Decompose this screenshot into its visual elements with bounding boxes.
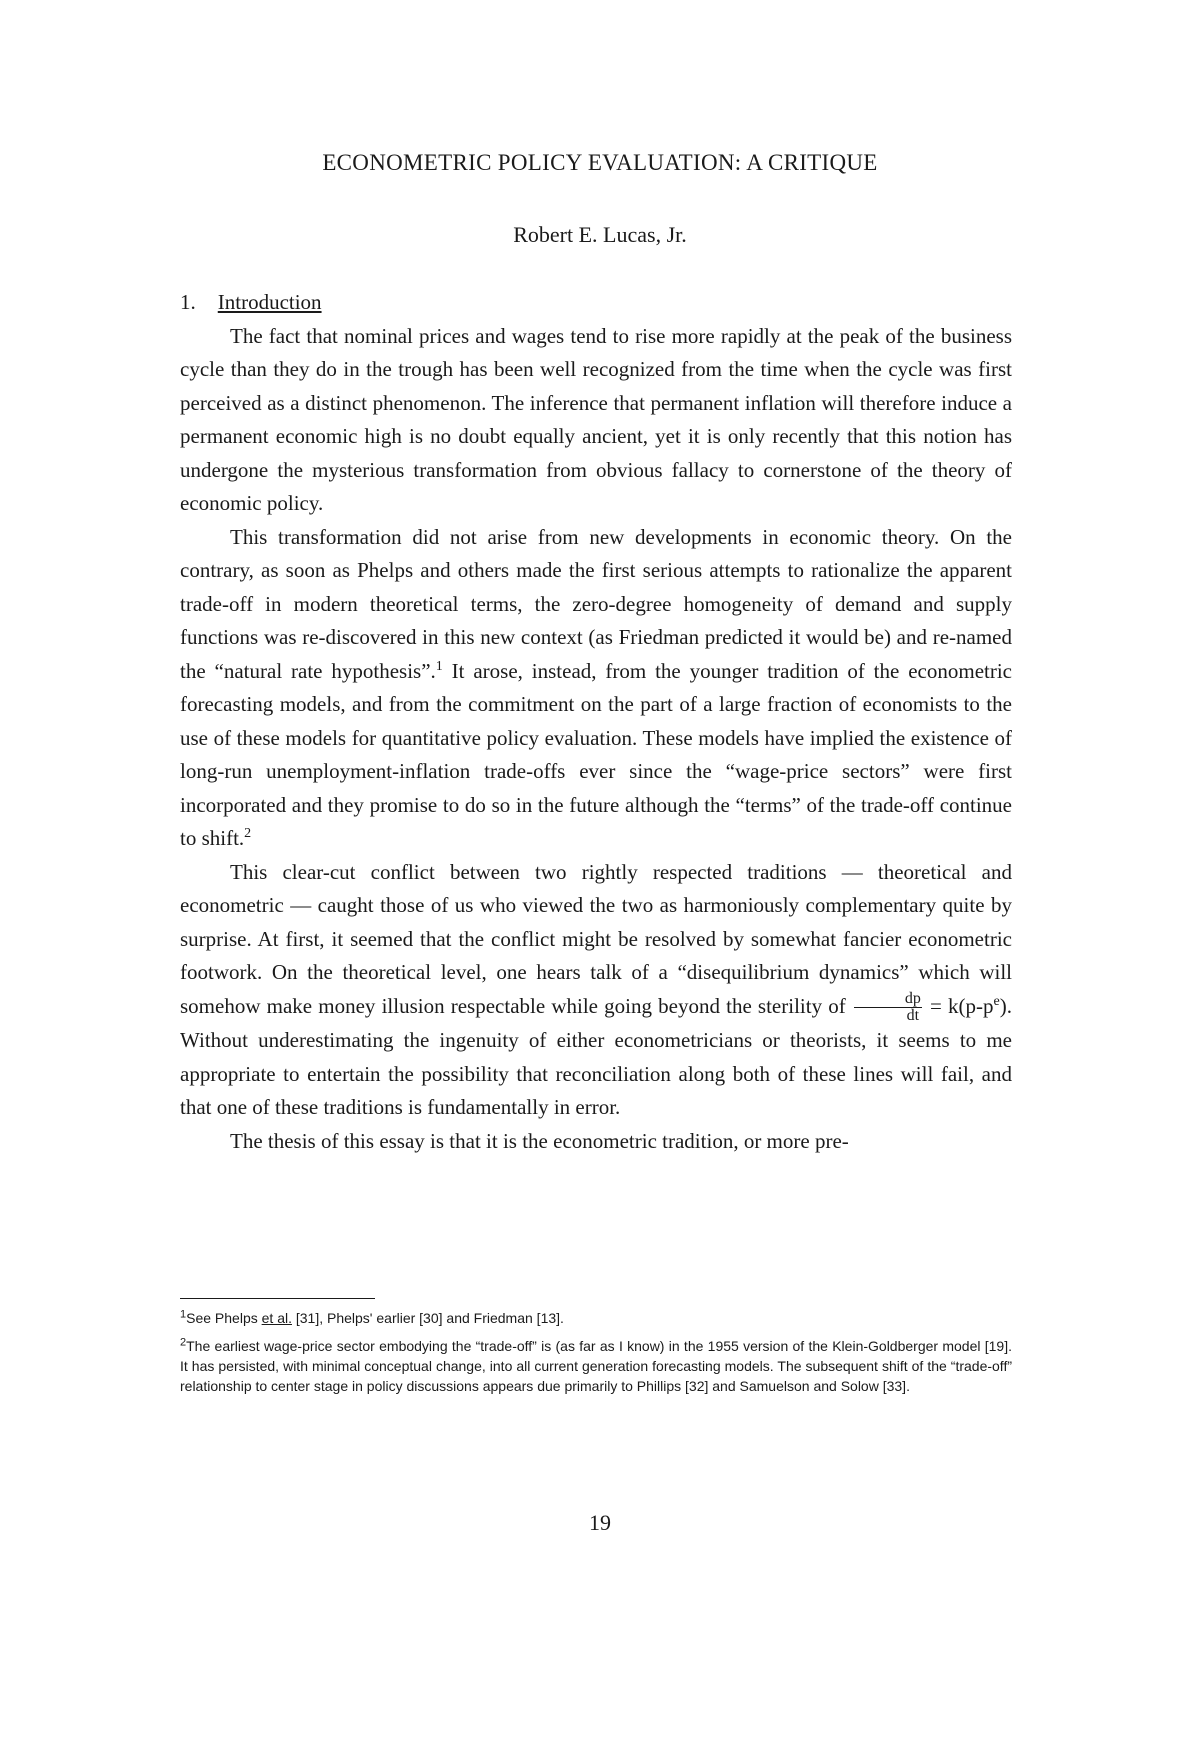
fraction-denominator: dt <box>906 1007 920 1025</box>
section-number: 1. <box>180 290 196 314</box>
equation-rhs: = k(p-p <box>923 993 994 1018</box>
equation-superscript: e <box>993 993 1000 1009</box>
footnote-ref-2: 2 <box>244 826 252 841</box>
derivative-fraction <box>854 991 922 1024</box>
footnote-1-mark: 1 <box>180 1308 187 1321</box>
paper-title: ECONOMETRIC POLICY EVALUATION: A CRITIQUE <box>322 150 878 175</box>
paragraph-1: The fact that nominal prices and wages tend to rise more rapidly at the peak of the business cycle than they do in the trough has been well recognized from the time when the cycle was first perceived as a distinct phenomenon. The inference that permanent inflation will therefore induce a permanent economic high is no doubt equally ancient, yet it is only recently that this notion has undergone the mysterious transformation from obvious fallacy to cornerstone of the theory of economic policy. <box>180 323 1012 515</box>
footnote-2-text: The earliest wage-price sector embodying the “trade-off” is (as far as I know) in the 1955 version of the Klein-Goldberger model [19]. It has persisted, with minimal conceptual change, into all current generation forecasting models. The subsequent shift of the “trade-off” relationship to center stage in policy discussions appears due primarily to Phillips [32] and Samuelson and Solow [33]. <box>180 1338 1012 1394</box>
equation-close: ). <box>999 993 1012 1018</box>
section-title: Introduction <box>217 290 322 314</box>
body-text <box>180 286 1012 1158</box>
section-heading <box>180 286 1012 320</box>
footnote-divider <box>180 1298 375 1299</box>
paragraph-4: The thesis of this essay is that it is the econometric tradition, or more pre- <box>230 1128 849 1153</box>
footnote-2-mark: 2 <box>180 1336 187 1349</box>
footnote-ref-1: 1 <box>435 658 443 674</box>
footnote-1-text-a: See Phelps <box>186 1310 262 1326</box>
paragraph-3-part-b: Without underestimating the ingenuity of either econometricians or theorists, it seems to me appropriate to entertain the possibility that reconciliation along both of these lines will fail, and that one of these traditions is fundamentally in error. <box>180 1028 1012 1120</box>
paragraph-3-part-a: This clear-cut conflict between two rightly respected traditions — theoretical and econometric — caught those of us who viewed the two as harmoniously complementary quite by surprise. At first, it seemed that the conflict might be resolved by somewhat fancier econometric footwork. On the theoretical level, one hears talk of a “disequilibrium dynamics” which will somehow make money illusion respectable while going beyond the sterility of <box>180 859 1012 1018</box>
footnote-1-et-al: et al. <box>261 1310 292 1326</box>
footnotes <box>180 1308 1012 1404</box>
fraction-numerator: dp <box>854 991 922 1008</box>
paragraph-2-part-b: It arose, instead, from the younger tradition of the econometric forecasting models, and from the commitment on the part of a large fraction of economists to the use of these models for quantitative policy evaluation. These models have implied the existence of long-run unemployment-inflation trade-offs ever since the “wage-price sectors” were first incorporated and they promise to do so in the future although the “terms” of the trade-off continue to shift. <box>180 658 1012 850</box>
paragraph-2 <box>180 521 1012 856</box>
paragraph-3 <box>180 856 1012 1125</box>
paragraph-2-part-a: This transformation did not arise from new developments in economic theory. On the contrary, as soon as Phelps and others made the first serious attempts to rationalize the apparent trade-off in modern theoretical terms, the zero-degree homogeneity of demand and supply functions was re-discovered in this new context (as Friedman predicted it would be) and re-named the “natural rate hypothesis”. <box>180 524 1012 683</box>
footnote-2 <box>180 1336 1012 1396</box>
paper-author: Robert E. Lucas, Jr. <box>513 222 687 247</box>
footnote-1-text-b: [31], Phelps' earlier [30] and Friedman [13]. <box>291 1310 564 1326</box>
footnote-1 <box>180 1308 1012 1328</box>
page-number: 19 <box>589 1510 611 1535</box>
